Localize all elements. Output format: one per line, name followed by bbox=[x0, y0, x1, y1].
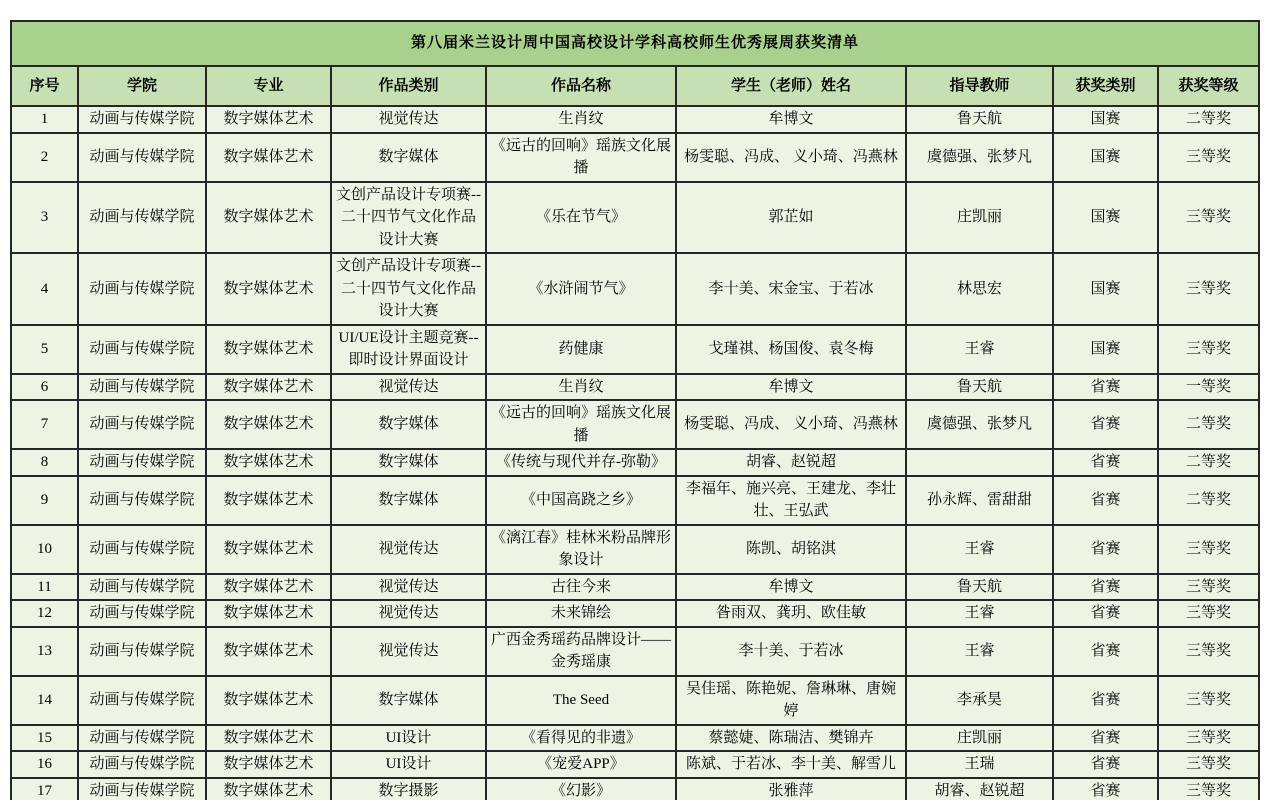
table-cell: 动画与传媒学院 bbox=[78, 325, 206, 374]
table-cell: 王睿 bbox=[906, 627, 1053, 676]
table-cell: 数字媒体 bbox=[331, 400, 486, 449]
table-cell: 13 bbox=[11, 627, 78, 676]
table-title: 第八届米兰设计周中国高校设计学科高校师生优秀展周获奖清单 bbox=[11, 21, 1259, 66]
table-cell: 杨雯聪、冯成、 义小琦、冯燕林 bbox=[676, 400, 906, 449]
table-cell: 7 bbox=[11, 400, 78, 449]
table-cell: 王睿 bbox=[906, 600, 1053, 627]
table-cell: 林思宏 bbox=[906, 253, 1053, 325]
table-cell: 省赛 bbox=[1053, 627, 1158, 676]
table-cell: 孙永辉、雷甜甜 bbox=[906, 476, 1053, 525]
table-cell: 数字媒体 bbox=[331, 476, 486, 525]
table-cell: 戈瑾祺、杨国俊、袁冬梅 bbox=[676, 325, 906, 374]
column-header: 作品名称 bbox=[486, 66, 676, 106]
table-cell: 数字媒体艺术 bbox=[206, 476, 331, 525]
table-cell: 14 bbox=[11, 676, 78, 725]
table-cell: 5 bbox=[11, 325, 78, 374]
table-cell: The Seed bbox=[486, 676, 676, 725]
table-cell: 12 bbox=[11, 600, 78, 627]
table-cell: 牟博文 bbox=[676, 106, 906, 133]
table-cell: 《远古的回响》瑶族文化展播 bbox=[486, 133, 676, 182]
table-cell: 数字媒体艺术 bbox=[206, 676, 331, 725]
table-cell: 省赛 bbox=[1053, 525, 1158, 574]
table-cell: 动画与传媒学院 bbox=[78, 778, 206, 800]
column-header: 学院 bbox=[78, 66, 206, 106]
table-cell: 国赛 bbox=[1053, 133, 1158, 182]
table-cell: 视觉传达 bbox=[331, 600, 486, 627]
table-cell: 动画与传媒学院 bbox=[78, 725, 206, 752]
table-cell: 三等奖 bbox=[1158, 751, 1259, 778]
table-cell: 动画与传媒学院 bbox=[78, 676, 206, 725]
table-cell: 二等奖 bbox=[1158, 400, 1259, 449]
table-cell: 4 bbox=[11, 253, 78, 325]
table-cell: 动画与传媒学院 bbox=[78, 525, 206, 574]
table-cell: 动画与传媒学院 bbox=[78, 374, 206, 401]
table-cell: 3 bbox=[11, 182, 78, 254]
table-cell: 鲁天航 bbox=[906, 106, 1053, 133]
table-cell: 视觉传达 bbox=[331, 574, 486, 601]
column-header: 学生（老师）姓名 bbox=[676, 66, 906, 106]
table-row bbox=[11, 676, 1259, 725]
table-cell: 虞德强、张梦凡 bbox=[906, 133, 1053, 182]
table-cell: 广西金秀瑶药品牌设计——金秀瑶康 bbox=[486, 627, 676, 676]
table-cell: 郭芷如 bbox=[676, 182, 906, 254]
table-cell: 10 bbox=[11, 525, 78, 574]
table-cell: 庄凯丽 bbox=[906, 725, 1053, 752]
column-header: 获奖等级 bbox=[1158, 66, 1259, 106]
table-cell: 数字媒体艺术 bbox=[206, 400, 331, 449]
table-cell: 二等奖 bbox=[1158, 106, 1259, 133]
table-row bbox=[11, 725, 1259, 752]
table-cell: UI设计 bbox=[331, 725, 486, 752]
table-cell: 数字媒体艺术 bbox=[206, 525, 331, 574]
table-cell: 数字媒体艺术 bbox=[206, 182, 331, 254]
header-row bbox=[11, 66, 1259, 106]
table-row bbox=[11, 374, 1259, 401]
table-cell: 动画与传媒学院 bbox=[78, 182, 206, 254]
table-cell: 数字媒体艺术 bbox=[206, 449, 331, 476]
table-row bbox=[11, 449, 1259, 476]
table-cell: 动画与传媒学院 bbox=[78, 133, 206, 182]
table-row bbox=[11, 778, 1259, 800]
table-cell: 三等奖 bbox=[1158, 574, 1259, 601]
award-list-table bbox=[10, 20, 1260, 800]
table-cell: 省赛 bbox=[1053, 725, 1158, 752]
table-cell: 王睿 bbox=[906, 325, 1053, 374]
table-cell: 数字媒体艺术 bbox=[206, 751, 331, 778]
table-cell: 张雅萍 bbox=[676, 778, 906, 800]
table-cell: 陈凯、胡铭淇 bbox=[676, 525, 906, 574]
table-cell: 省赛 bbox=[1053, 400, 1158, 449]
table-cell: 李十美、宋金宝、于若冰 bbox=[676, 253, 906, 325]
table-cell: 6 bbox=[11, 374, 78, 401]
table-cell bbox=[906, 449, 1053, 476]
table-row bbox=[11, 627, 1259, 676]
table-cell: UI设计 bbox=[331, 751, 486, 778]
table-cell: 数字媒体艺术 bbox=[206, 725, 331, 752]
table-cell: 动画与传媒学院 bbox=[78, 574, 206, 601]
table-cell: 未来锦绘 bbox=[486, 600, 676, 627]
table-cell: 《乐在节气》 bbox=[486, 182, 676, 254]
table-cell: 1 bbox=[11, 106, 78, 133]
table-cell: 鲁天航 bbox=[906, 374, 1053, 401]
table-cell: 16 bbox=[11, 751, 78, 778]
table-cell: 二等奖 bbox=[1158, 476, 1259, 525]
table-cell: 数字媒体艺术 bbox=[206, 133, 331, 182]
table-cell: 古往今来 bbox=[486, 574, 676, 601]
table-cell: 省赛 bbox=[1053, 476, 1158, 525]
table-row bbox=[11, 476, 1259, 525]
table-cell: 动画与传媒学院 bbox=[78, 600, 206, 627]
table-cell: 《宠爱APP》 bbox=[486, 751, 676, 778]
table-cell: 数字摄影 bbox=[331, 778, 486, 800]
table-cell: 视觉传达 bbox=[331, 627, 486, 676]
table-cell: 动画与传媒学院 bbox=[78, 253, 206, 325]
table-cell: 国赛 bbox=[1053, 253, 1158, 325]
table-cell: 昝雨双、龚玥、欧佳敏 bbox=[676, 600, 906, 627]
table-cell: 吴佳瑶、陈艳妮、詹琳琳、唐婉婷 bbox=[676, 676, 906, 725]
column-header: 专业 bbox=[206, 66, 331, 106]
table-cell: 视觉传达 bbox=[331, 525, 486, 574]
table-cell: 《中国高跷之乡》 bbox=[486, 476, 676, 525]
table-cell: 数字媒体 bbox=[331, 449, 486, 476]
table-cell: 省赛 bbox=[1053, 778, 1158, 800]
table-row bbox=[11, 525, 1259, 574]
table-cell: 《传统与现代并存-弥勒》 bbox=[486, 449, 676, 476]
table-cell: 《看得见的非遗》 bbox=[486, 725, 676, 752]
table-cell: 庄凯丽 bbox=[906, 182, 1053, 254]
table-cell: 动画与传媒学院 bbox=[78, 627, 206, 676]
table-cell: 视觉传达 bbox=[331, 106, 486, 133]
table-cell: 《漓江春》桂林米粉品牌形象设计 bbox=[486, 525, 676, 574]
table-cell: 王瑞 bbox=[906, 751, 1053, 778]
table-cell: 文创产品设计专项赛--二十四节气文化作品设计大赛 bbox=[331, 182, 486, 254]
table-cell: 动画与传媒学院 bbox=[78, 476, 206, 525]
column-header: 作品类别 bbox=[331, 66, 486, 106]
table-row bbox=[11, 751, 1259, 778]
table-cell: 动画与传媒学院 bbox=[78, 449, 206, 476]
table-cell: 2 bbox=[11, 133, 78, 182]
table-cell: 数字媒体艺术 bbox=[206, 574, 331, 601]
table-cell: 李福年、施兴亮、王建龙、李壮壮、王弘武 bbox=[676, 476, 906, 525]
table-cell: 牟博文 bbox=[676, 374, 906, 401]
table-cell: 省赛 bbox=[1053, 751, 1158, 778]
table-cell: 陈斌、于若冰、李十美、解雪儿 bbox=[676, 751, 906, 778]
table-cell: 9 bbox=[11, 476, 78, 525]
table-cell: 国赛 bbox=[1053, 106, 1158, 133]
table-cell: 17 bbox=[11, 778, 78, 800]
table-cell: 三等奖 bbox=[1158, 627, 1259, 676]
table-cell: 动画与传媒学院 bbox=[78, 751, 206, 778]
table-cell: 省赛 bbox=[1053, 676, 1158, 725]
table-cell: 三等奖 bbox=[1158, 600, 1259, 627]
table-cell: 李十美、于若冰 bbox=[676, 627, 906, 676]
table-row bbox=[11, 106, 1259, 133]
table-row bbox=[11, 574, 1259, 601]
table-cell: 数字媒体 bbox=[331, 133, 486, 182]
table-cell: 数字媒体艺术 bbox=[206, 627, 331, 676]
table-cell: 15 bbox=[11, 725, 78, 752]
column-header: 获奖类别 bbox=[1053, 66, 1158, 106]
title-row bbox=[11, 21, 1259, 66]
table-cell: 李承昊 bbox=[906, 676, 1053, 725]
table-cell: 数字媒体 bbox=[331, 676, 486, 725]
table-cell: 牟博文 bbox=[676, 574, 906, 601]
table-cell: 三等奖 bbox=[1158, 182, 1259, 254]
table-cell: 三等奖 bbox=[1158, 778, 1259, 800]
table-cell: 生肖纹 bbox=[486, 106, 676, 133]
table-cell: 动画与传媒学院 bbox=[78, 106, 206, 133]
table-body bbox=[11, 106, 1259, 800]
table-cell: 三等奖 bbox=[1158, 325, 1259, 374]
table-cell: 文创产品设计专项赛--二十四节气文化作品设计大赛 bbox=[331, 253, 486, 325]
table-cell: 11 bbox=[11, 574, 78, 601]
table-cell: 王睿 bbox=[906, 525, 1053, 574]
table-cell: 三等奖 bbox=[1158, 676, 1259, 725]
table-row bbox=[11, 325, 1259, 374]
table-cell: 三等奖 bbox=[1158, 133, 1259, 182]
table-cell: 虞德强、张梦凡 bbox=[906, 400, 1053, 449]
table-cell: 视觉传达 bbox=[331, 374, 486, 401]
table-cell: 动画与传媒学院 bbox=[78, 400, 206, 449]
table-row bbox=[11, 253, 1259, 325]
table-cell: 数字媒体艺术 bbox=[206, 778, 331, 800]
table-cell: 《幻影》 bbox=[486, 778, 676, 800]
table-cell: 胡睿、赵锐超 bbox=[676, 449, 906, 476]
table-row bbox=[11, 400, 1259, 449]
table-cell: 药健康 bbox=[486, 325, 676, 374]
table-cell: 数字媒体艺术 bbox=[206, 106, 331, 133]
table-cell: 8 bbox=[11, 449, 78, 476]
table-cell: 三等奖 bbox=[1158, 253, 1259, 325]
table-row bbox=[11, 133, 1259, 182]
column-header: 指导教师 bbox=[906, 66, 1053, 106]
table-cell: 省赛 bbox=[1053, 574, 1158, 601]
table-cell: 鲁天航 bbox=[906, 574, 1053, 601]
table-cell: 胡睿、赵锐超 bbox=[906, 778, 1053, 800]
table-row bbox=[11, 600, 1259, 627]
table-cell: 省赛 bbox=[1053, 600, 1158, 627]
table-cell: 省赛 bbox=[1053, 374, 1158, 401]
column-header: 序号 bbox=[11, 66, 78, 106]
table-cell: 国赛 bbox=[1053, 325, 1158, 374]
table-cell: 三等奖 bbox=[1158, 525, 1259, 574]
table-cell: 数字媒体艺术 bbox=[206, 253, 331, 325]
table-cell: 国赛 bbox=[1053, 182, 1158, 254]
table-cell: 数字媒体艺术 bbox=[206, 325, 331, 374]
table-cell: 杨雯聪、冯成、 义小琦、冯燕林 bbox=[676, 133, 906, 182]
table-cell: 《水浒闹节气》 bbox=[486, 253, 676, 325]
table-cell: 一等奖 bbox=[1158, 374, 1259, 401]
table-row bbox=[11, 182, 1259, 254]
table-cell: 数字媒体艺术 bbox=[206, 374, 331, 401]
table-cell: 数字媒体艺术 bbox=[206, 600, 331, 627]
table-cell: 省赛 bbox=[1053, 449, 1158, 476]
table-cell: 二等奖 bbox=[1158, 449, 1259, 476]
table-cell: 《远古的回响》瑶族文化展播 bbox=[486, 400, 676, 449]
table-cell: UI/UE设计主题竞赛--即时设计界面设计 bbox=[331, 325, 486, 374]
table-cell: 三等奖 bbox=[1158, 725, 1259, 752]
table-cell: 生肖纹 bbox=[486, 374, 676, 401]
table-cell: 蔡懿婕、陈瑞洁、樊锦卉 bbox=[676, 725, 906, 752]
